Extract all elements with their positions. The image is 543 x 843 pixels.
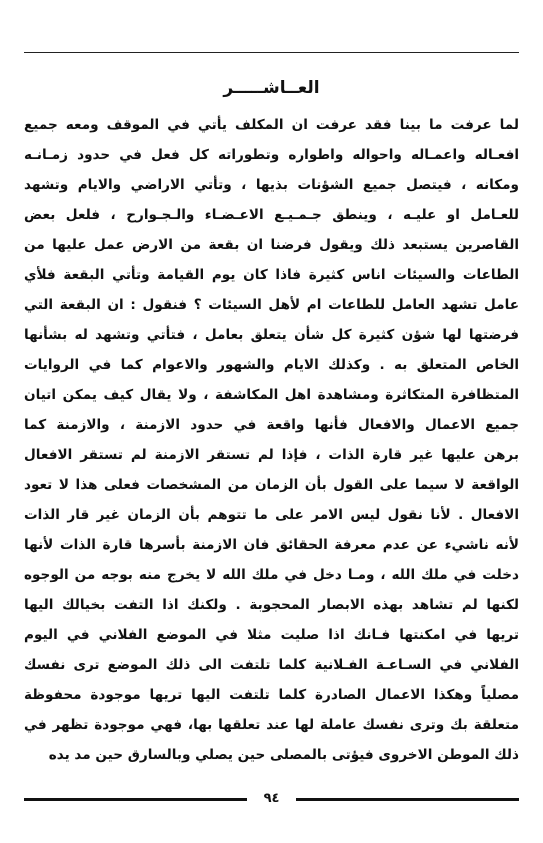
text-line: لأنه ناشيء عن عدم معرفة الحقائق فان الازمنة بأسرها قارة الذات لأنها — [24, 537, 519, 553]
text-line: ذلك الموطن الاخروى فيؤتى بالمصلى حين يصلي وبالسارق حين مد يده — [48, 747, 519, 763]
text-line: افعـاله واعمـاله واحواله واطواره وتطوراته كل فعل في حدود زمـانـه — [24, 147, 519, 163]
text-line: برهن عليها غير قارة الذات ، فإذا لم تستقر الازمنة لم تستقر الافعال — [24, 447, 519, 463]
text-line: دخلت في ملك الله ، ومـا دخل في ملك الله لا يخرج منه بوجه من الوجوه — [24, 567, 519, 583]
text-line: مصلياً وهكذا الاعمال الصادرة كلما تلتفت اليها تريها موجودة محفوظة — [24, 687, 519, 703]
footer-rule-left — [24, 798, 247, 801]
text-line: للعـامل او عليـه ، وينطق جـمـيـع الاعـضـاء والـجـوارح ، فلعل بعض — [24, 207, 519, 223]
text-line: الواقعة لا سيما على القول بأن الزمان من المشخصات فعلى هذا لا تعود — [24, 477, 519, 493]
text-line: لما عرفت ما بينا فقد عرفت ان المكلف يأتي في الموقف ومعه جميع — [24, 117, 519, 133]
text-line: تريها في امكنتها فـانك اذا صليت مثلا في الموضع الفلاني في اليوم — [24, 627, 519, 643]
section-heading: العــاشـــــر — [223, 78, 320, 98]
text-line: فرضتها لها شؤن كثيرة كل شأن يتعلق بعامل ، فتأتي وتشهد له بشأنها — [24, 327, 519, 343]
text-line: عامل تشهد العامل للطاعات ام لأهل السيئات ؟ فنقول : ان البقعة التي — [24, 297, 519, 313]
text-line: القاصرين يستبعد ذلك ويقول فرضنا ان بقعة من الارض عمل عليها من — [24, 237, 519, 253]
text-line: الخاص المتعلق به . وكذلك الايام والشهور والاعوام كما في الروايات — [24, 357, 519, 373]
text-line: المتظافرة المتكاثرة ومشاهدة اهل المكاشفة ، ولا يقال كيف يمكن اتيان — [24, 387, 519, 403]
text-line: الفلاني في السـاعـة الفـلانية كلما تلتفت الى ذلك الموضع ترى نفسك — [24, 657, 519, 673]
text-line: متعلقة بك وترى نفسك عاملة لها عند تعلقها بها، فهي موجودة تظهر في — [24, 717, 519, 733]
top-divider — [24, 52, 519, 53]
page-number: ٩٤ — [263, 791, 280, 806]
text-line: لكنها لم تشاهد بهذه الابصار المحجوبة . ولكنك اذا التفت بخيالك اليها — [24, 597, 519, 613]
text-line: الافعال . لأنا نقول ليس الامر على ما تتوهم بأن الزمان غير قار الذات — [24, 507, 519, 523]
text-line: الطاعات والسيئات اناس كثيرة فاذا كان يوم القيامة وتأتي البقعة فلأي — [24, 267, 519, 283]
text-line: ومكانه ، فيتصل جميع الشؤنات بذيها ، وتأتي الاراضي والايام وتشهد — [24, 177, 519, 193]
page-footer — [24, 791, 519, 807]
text-line: جميع الاعمال والافعال فأنها واقعة في حدود الازمنة ، والازمنة كما — [24, 417, 519, 433]
body-text — [24, 110, 519, 770]
